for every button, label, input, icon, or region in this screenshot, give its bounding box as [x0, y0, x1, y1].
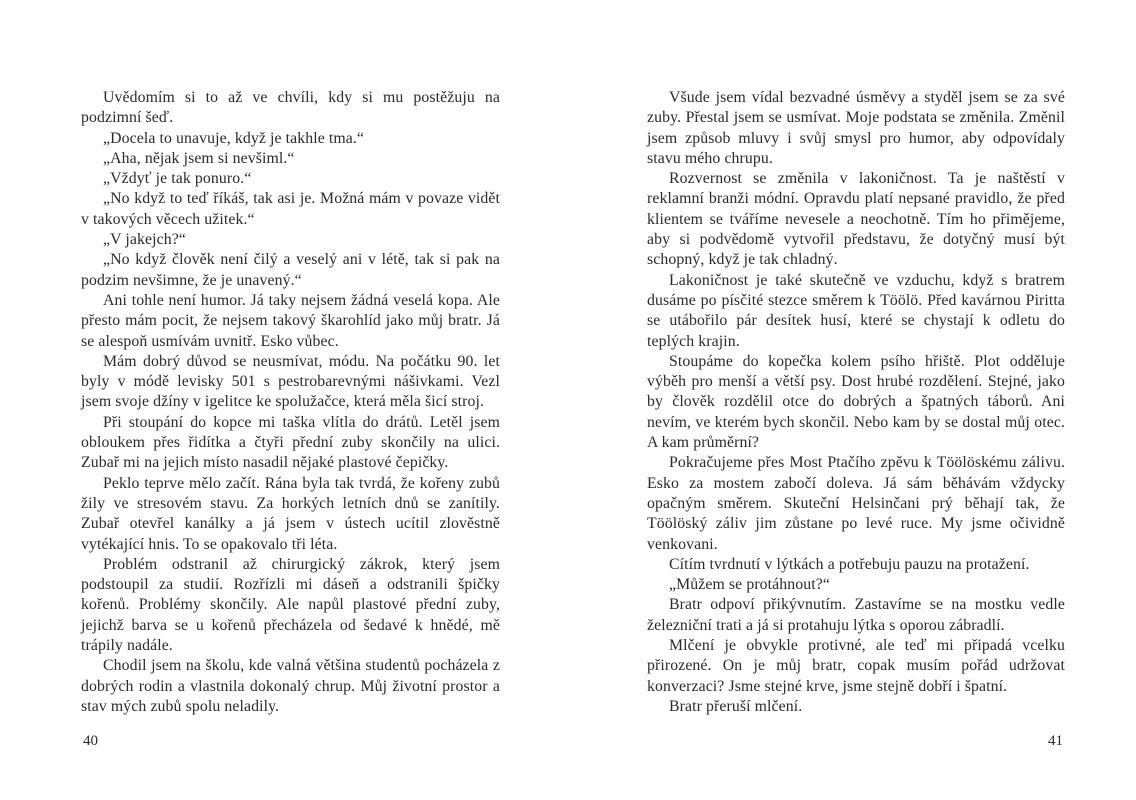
paragraph: Cítím tvrdnutí v lýtkách a potřebuju pauzu na protažení. [669, 555, 1030, 573]
paragraph: Všude jsem vídal bezvadné úsměvy a styděl jsem se za své zuby. Přestal jsem se usmívat. Moje podstata se změnila. Změnil jsem způsob mluvy i svůj smysl pro humor, aby odpovídaly stavu mého chrupu. [647, 89, 1065, 167]
paragraph: Ani tohle není humor. Já taky nejsem žádná veselá kopa. Ale přesto mám pocit, že nejsem takový škarohlíd jako můj bratr. Já se alespoň usmívám uvnitř. Esko vůbec. [81, 291, 500, 350]
paragraph: Uvědomím si to až ve chvíli, kdy si mu postěžuju na podzimní šeď. [81, 89, 500, 127]
paragraph: Bratr odpoví přikývnutím. Zastavíme se na mostku vedle železniční trati a já si protahuju lýtka s oporou zábradlí. [647, 596, 1065, 634]
paragraph: „Docela to unavuje, když je takhle tma.“ [103, 129, 365, 147]
paragraph: „Aha, nějak jsem si nevšiml.“ [103, 149, 295, 167]
paragraph: Pokračujeme přes Most Ptačího zpěvu k Töölöskému zálivu. Esko za mostem zabočí doleva. Já sám běhávám vždycky opačným směrem. Skuteční Helsinčani prý běhají tak, že Töölöský záliv jim zůstane po levé ruce. My jsme očividně venkovani. [647, 454, 1065, 553]
paragraph: „Vždyť je tak ponuro.“ [103, 170, 252, 188]
page-number-right: 41 [1048, 733, 1063, 749]
paragraph: Rozvernost se změnila v lakoničnost. Ta je naštěstí v reklamní branži módní. Opravdu platí nepsané pravidlo, že před klientem se tváříme nevesele a neochotně. Tím ho přimějeme, aby si podvědomě vytvořil představu, že dotyčný musí být schopný, když je tak chladný. [647, 170, 1065, 269]
paragraph: „Můžem se protáhnout?“ [669, 576, 830, 594]
paragraph: Bratr přeruší mlčení. [669, 697, 803, 715]
paragraph: Chodil jsem na školu, kde valná většina studentů pocházela z dobrých rodin a vlastnila dokonalý chrup. Můj životní prostor a stav mých zubů spolu neladily. [81, 657, 500, 715]
paragraph: Mám dobrý důvod se neusmívat, módu. Na počátku 90. let byly v módě levisky 501 s pestrobarevnými nášivkami. Vezl jsem svoje džíny v igelitce ke spolužačce, která měla šicí stroj. [81, 352, 500, 411]
paragraph: „No když člověk není čilý a veselý ani v létě, tak si pak na podzim nevšimne, že je unavený.“ [81, 251, 500, 289]
page-number-left: 40 [83, 733, 98, 749]
paragraph: Peklo teprve mělo začít. Rána byla tak tvrdá, že kořeny zubů žily ve stresovém stavu. Za horkých letních dnů se zanítily. Zubař otevřel kanálky a já jsem v ústech ucítil zlověstně vytékající hnis. To se opakovalo tři léta. [81, 474, 500, 553]
paragraph: Problém odstranil až chirurgický zákrok, který jsem podstoupil za studií. Rozřízli mi dáseň a odstranili špičky kořenů. Problémy skončily. Ale napůl plastové přední zuby, jejichž barva se u kořenů přecházela od šedavé k hnědé, mě trápily nadále. [81, 555, 500, 655]
paragraph: Stoupáme do kopečka kolem psího hřiště. Plot odděluje výběh pro menší a větší psy. Dost hrubé rozdělení. Stejné, jako by člověk rozdělil otce do dobrých a špatných táborů. Ani nevím, ve kterém bych skončil. Nebo kam by se dostal můj otec. A kam průměrní? [647, 352, 1065, 452]
right-page-text [647, 88, 1065, 717]
paragraph: „No když to teď říkáš, tak asi je. Možná mám v povaze vidět v takových věcech užitek.“ [81, 190, 500, 228]
left-page-text [81, 88, 500, 717]
paragraph: „V jakejch?“ [103, 231, 186, 249]
paragraph: Mlčení je obvykle protivné, ale teď mi připadá vcelku přirozené. On je můj bratr, copak musím pořád udržovat konverzaci? Jsme stejné krve, jsme stejně dobří i špatní. [647, 637, 1065, 695]
paragraph: Při stoupání do kopce mi taška vlítla do drátů. Letěl jsem obloukem přes řidítka a čtyři přední zuby skončily na ulici. Zubař mi na jejich místo nasadil nějaké plastové čepičky. [81, 413, 500, 472]
paragraph: Lakoničnost je také skutečně ve vzduchu, když s bratrem dusáme po písčité stezce směrem k Töölö. Před kavárnou Piritta se utábořilo pár desítek husí, které se chystají k odletu do teplých krajin. [647, 271, 1065, 350]
